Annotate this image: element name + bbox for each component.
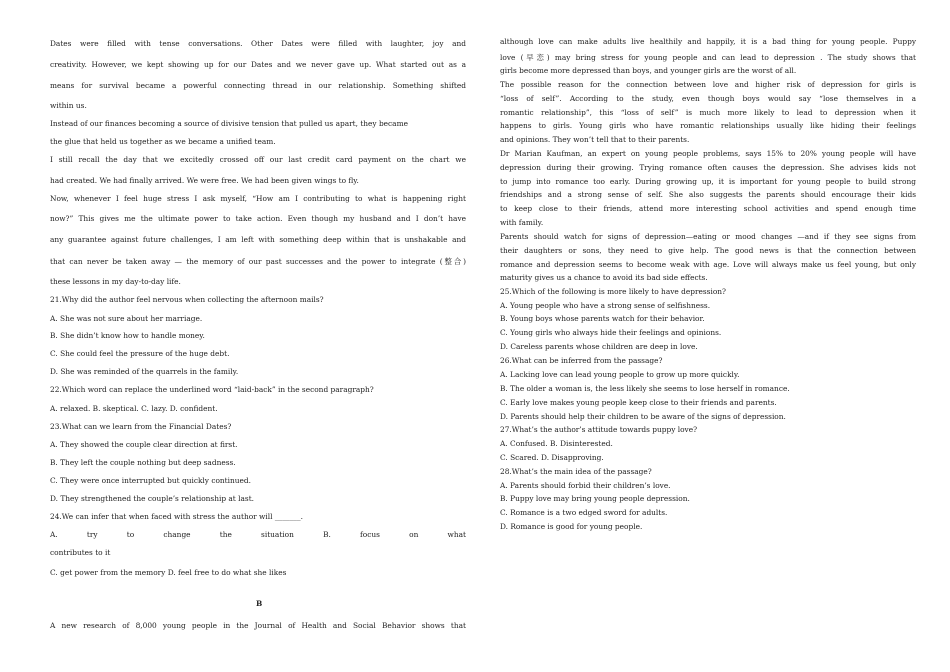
text-line: 28.What’s the main idea of the passage? [500,467,652,476]
text-line: to jump into romance too early. During growing up, it is important for young people to build strong [500,177,916,186]
text-line: C. get power from the memory D. feel free to do what she likes [50,568,287,577]
text-line: A. relaxed. B. skeptical. C. lazy. D. confident. [50,404,218,413]
text-line: C. Early love makes young people keep close to their friends and parents. [500,398,777,407]
text-line: with family. [500,218,544,227]
text-line: 23.What can we learn from the Financial Dates? [50,422,232,431]
text-line: Parents should watch for signs of depression—eating or mood changes —and if they see signs from [500,232,916,241]
text-line: C. Romance is a two edged sword for adults. [500,508,668,517]
text-line: these lessons in my day-to-day life. [50,277,181,286]
text-line: maturity gives us a chance to avoid its bad side effects. [500,273,708,282]
text-line: B. Puppy love may bring young people depression. [500,494,690,503]
text-line: 27.What’s the author’s attitude towards puppy love? [500,425,698,434]
text-line: Now, whenever I feel huge stress I ask myself, “How am I contributing to what is happening right [50,194,466,203]
text-line: A. Lacking love can lead young people to grow up more quickly. [500,370,740,379]
text-line: any guarantee against future challenges, I am left with something deep within that is unshakable and [50,235,466,244]
text-line: A. She was not sure about her marriage. [50,314,203,323]
text-line: A. Parents should forbid their children’s love. [500,481,671,490]
text-line: 21.Why did the author feel nervous when collecting the afternoon mails? [50,295,324,304]
text-line: to keep close to their friends, attend more interesting school activities and spend enough time [500,204,916,213]
text-line: friendships and a strong sense of self. She also suggests the parents should encourage their kids [500,190,916,199]
text-line: D. They strengthened the couple’s relationship at last. [50,494,255,503]
text-line: depression during their growing. Trying romance often causes the depression. She advises kids not [500,163,916,172]
text-line: Dates were filled with tense conversations. Other Dates were filled with laughter, joy and [50,39,466,48]
text-line: Dr Marian Kaufman, an expert on young people problems, says 15% to 20% young people will have [500,149,916,158]
section-heading: B [256,599,263,608]
text-line: D. She was reminded of the quarrels in the family. [50,367,239,376]
text-line: creativity. However, we kept showing up for our Dates and we never gave up. What started out as a [50,60,466,69]
text-line: within us. [50,101,87,110]
text-line: D. Careless parents whose children are deep in love. [500,342,698,351]
text-line: B. They left the couple nothing but deep sadness. [50,458,236,467]
text-line: contributes to it [50,548,111,557]
text-line: 24.We can infer that when faced with stress the author will _______. [50,512,304,521]
text-line: romance and depression seems to become weak with age. Love will always make us feel young, but only [500,260,916,269]
text-line: The possible reason for the connection between love and higher risk of depression for girls is [500,80,916,89]
text-line: B. Young boys whose parents watch for their behavior. [500,314,705,323]
text-line: that can never be taken away — the memory of our past successes and the power to integrate (整合) [50,257,466,266]
text-line: “loss of self”. According to the study, even though boys would say “lose themselves in a [500,94,916,103]
text-line: now?” This gives me the ultimate power to take action. Even though my husband and I don’t have [50,214,466,223]
text-line: D. Parents should help their children to be aware of the signs of depression. [500,412,786,421]
text-line: B. The older a woman is, the less likely she seems to lose herself in romance. [500,384,790,393]
text-line: A. Confused. B. Disinterested. [500,439,613,448]
text-line: C. Scared. D. Disapproving. [500,453,604,462]
text-line: their daughters or sons, they need to give help. The good news is that the connection between [500,246,916,255]
text-line: 26.What can be inferred from the passage? [500,356,663,365]
text-line: had created. We had finally arrived. We were free. We had been given wings to fly. [50,176,359,185]
text-line: C. Young girls who always hide their feelings and opinions. [500,328,722,337]
text-line: Instead of our finances becoming a source of divisive tension that pulled us apart, they became [50,119,408,128]
text-line: happens to girls. Young girls who have romantic relationships usually like hiding their feelings [500,121,916,130]
text-line: A. try to change the situation B. focus on what [50,530,466,539]
text-line: A. They showed the couple clear direction at first. [50,440,238,449]
text-line: and opinions. They won’t tell that to their parents. [500,135,690,144]
text-line: love (早恋) may bring stress for young people and can lead to depression . The study shows that [500,53,916,62]
text-line: means for survival became a powerful connecting thread in our relationship. Something shifted [50,81,466,90]
text-line: D. Romance is good for young people. [500,522,643,531]
text-line: girls become more depressed than boys, and younger girls are the worst of all. [500,66,797,75]
text-line: 25.Which of the following is more likely to have depression? [500,287,726,296]
text-line: I still recall the day that we excitedly crossed off our last credit card payment on the chart we [50,155,466,164]
text-line: B. She didn’t know how to handle money. [50,331,205,340]
text-line: C. She could feel the pressure of the huge debt. [50,349,230,358]
text-line: romantic relationship”, this “loss of self” is much more likely to lead to depression when it [500,108,916,117]
text-line: although love can make adults live healthily and happily, it is a bad thing for young people. Puppy [500,37,916,46]
text-line: A. Young people who have a strong sense of selfishness. [500,301,711,310]
text-line: C. They were once interrupted but quickly continued. [50,476,251,485]
text-line: A new research of 8,000 young people in the Journal of Health and Social Behavior shows that [50,621,466,630]
text-line: the glue that held us together as we became a unified team. [50,137,276,146]
text-line: 22.Which word can replace the underlined word “laid-back” in the second paragraph? [50,385,374,394]
